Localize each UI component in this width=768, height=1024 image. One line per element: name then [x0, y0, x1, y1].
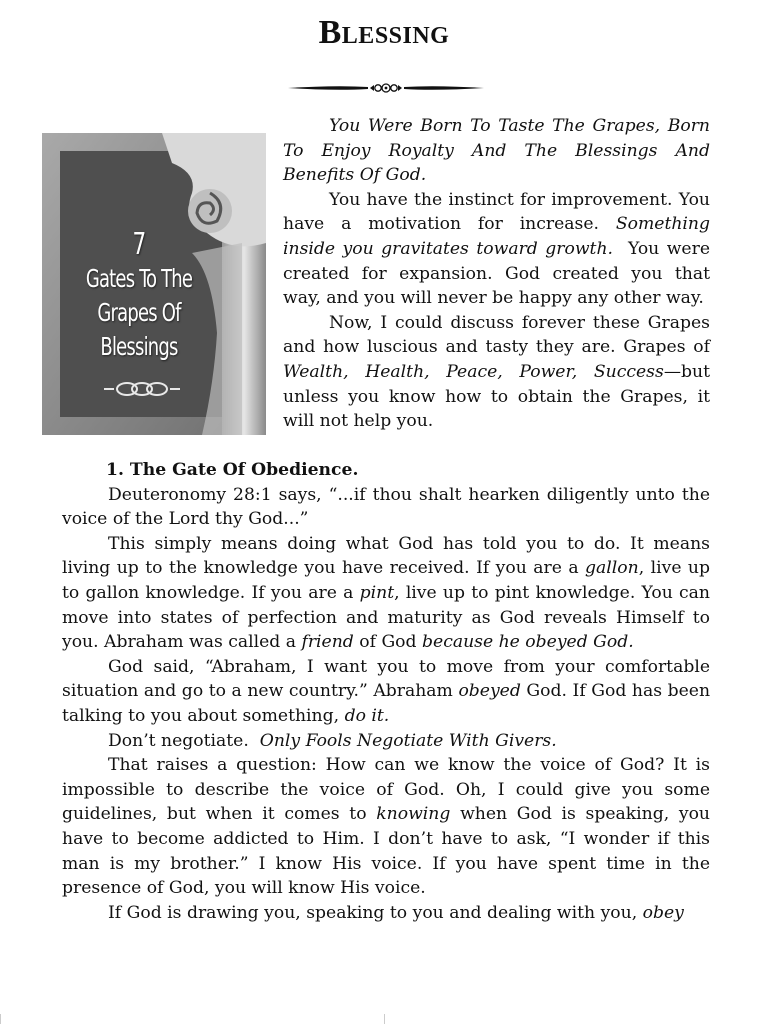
- cover-line: Gates To The: [85, 264, 193, 293]
- paragraph: [62, 753, 710, 901]
- ornament-divider: [286, 78, 486, 98]
- italic-text: obey: [642, 902, 684, 923]
- paragraph: Deuteronomy 28:1 says, “...if thou shalt hearken diligently unto the voice of the Lord thy God...”: [62, 484, 710, 530]
- text-span: God. If God has been talking to you about something,: [62, 681, 711, 726]
- italic-text: pint: [359, 582, 395, 603]
- text-span: when God is speaking, you have to become addicted to Him. I don’t have to ask, “I wonder if this man is my brother.” I know His voice. If you have spent time in the presence of God, you will know His voice.: [62, 804, 710, 899]
- body-text: [62, 458, 710, 925]
- italic-text: obeyed: [458, 681, 521, 702]
- section-heading: 1. The Gate Of Obedience.: [106, 460, 359, 480]
- paragraph: [62, 901, 710, 926]
- paragraph: [62, 532, 710, 655]
- intro-text: [283, 114, 710, 434]
- book-cover-image: [42, 133, 266, 435]
- text-span: This simply means doing what God has told you to do. It means living up to the knowledge you have received. If you are a: [62, 533, 710, 579]
- paragraph: [283, 311, 710, 434]
- text-span: , live up to pint knowledge. You can move into states of perfection and maturity as God reveals Himself to you. Abraham was called a: [62, 582, 710, 653]
- italic-text: Only Fools Negotiate With Givers.: [259, 730, 557, 751]
- paragraph: [62, 729, 710, 754]
- cover-line: Blessings: [100, 332, 178, 361]
- paragraph: [62, 655, 710, 729]
- page-title: Blessing: [318, 14, 450, 51]
- paragraph: [283, 188, 710, 311]
- text-span: God said, “Abraham, I want you to move from your comfortable situation and go to a new country.” Abraham: [62, 656, 710, 702]
- text-span: That raises a question: How can we know the voice of God? It is impossible to describe the voice of God. Oh, I could give you some guidelines, but when it comes to: [62, 755, 710, 825]
- text-span: You have the instinct for improvement. You have a motivation for increase.: [283, 189, 710, 235]
- text-span: of God: [359, 632, 417, 653]
- italic-text: because he obeyed God.: [422, 632, 634, 653]
- text-span: If God is drawing you, speaking to you and dealing with you,: [108, 902, 638, 923]
- text-span: Now, I could discuss forever these Grapes and how luscious and tasty they are. Grapes of: [283, 312, 710, 358]
- text-span: Don’t negotiate.: [108, 730, 249, 751]
- italic-text: knowing: [376, 804, 451, 825]
- book-cover-title: [54, 228, 224, 364]
- text-span: —but unless you know how to obtain the Grapes, it will not help you.: [283, 361, 710, 432]
- italic-text: gallon: [585, 558, 639, 579]
- italic-text: You Were Born To Taste The Grapes, Born To Enjoy Royalty And The Blessings And Benefits Of God.: [283, 116, 710, 186]
- italic-text: do it.: [344, 705, 390, 726]
- italic-text: Wealth, Health, Peace, Power, Success: [283, 361, 664, 382]
- text-span: , live up to gallon knowledge. If you are a: [62, 558, 711, 603]
- text-span: You were created for expansion. God created you that way, and you will never be happy any other way.: [283, 238, 710, 309]
- italic-text: friend: [301, 632, 354, 653]
- page-edge-mark: [384, 1014, 385, 1024]
- italic-text: Something inside you gravitates toward growth.: [283, 214, 710, 259]
- cover-line: 7: [132, 227, 146, 262]
- paragraph: [283, 114, 710, 188]
- page-edge-mark: [0, 1014, 1, 1024]
- cover-line: Grapes Of: [97, 298, 181, 327]
